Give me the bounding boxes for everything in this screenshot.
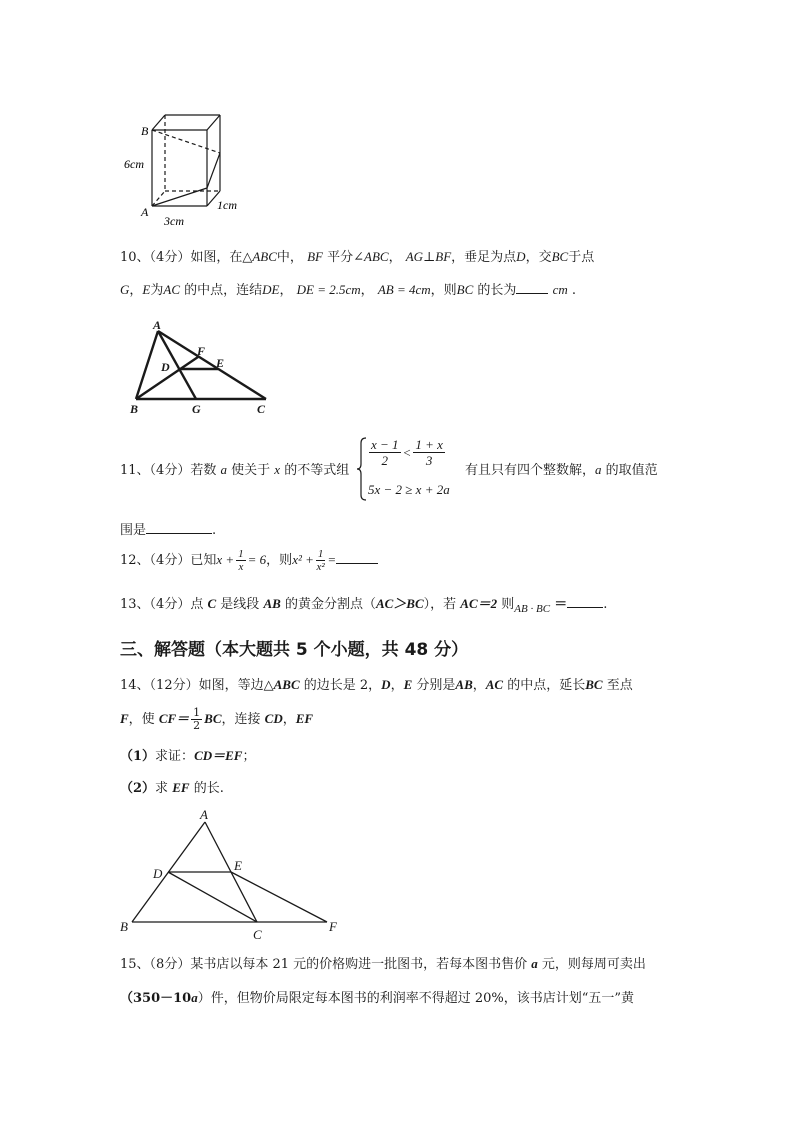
question-13 — [120, 593, 607, 619]
text: 的边长是 2， — [303, 678, 382, 693]
q14-label-b: B — [120, 919, 128, 934]
math: a — [531, 956, 538, 971]
text: 则 — [501, 597, 515, 612]
math: CF＝ — [158, 711, 190, 726]
inequality-1 — [367, 437, 447, 468]
denominator: x² — [316, 561, 325, 573]
fraction — [191, 707, 202, 732]
math: CD — [264, 711, 283, 726]
text: 的中点，延长 — [507, 678, 586, 693]
math: EF — [172, 780, 190, 795]
relation: < — [402, 445, 412, 460]
inequality-2 — [368, 480, 450, 500]
q14-label-a: A — [200, 807, 208, 822]
text: 中， — [276, 250, 303, 265]
text: 是线段 — [220, 597, 260, 612]
question-number: 11、 — [120, 463, 150, 478]
question-14-line1 — [120, 675, 633, 696]
question-number: 10、 — [120, 250, 150, 265]
text: 有且只有四个整数解， — [465, 463, 596, 478]
math: F — [120, 711, 129, 726]
math: x² + — [292, 552, 314, 567]
question-11-line1-tail — [465, 460, 658, 481]
math: C — [207, 596, 217, 611]
question-score: （8分） — [149, 957, 191, 972]
math: AB · BC — [514, 603, 551, 615]
q14-label-d: D — [153, 866, 163, 881]
math: △ABC — [263, 677, 300, 692]
fraction — [316, 548, 326, 573]
q10-triangle-figure — [126, 318, 286, 418]
numerator: 1 — [193, 706, 201, 719]
math: BC — [204, 711, 222, 726]
question-score: （12分） — [149, 678, 199, 693]
text: 分别是 — [416, 678, 456, 693]
math: AC — [163, 282, 180, 297]
text: . — [571, 283, 577, 298]
math: a — [191, 990, 198, 1005]
text: ，连接 — [221, 712, 261, 727]
math: a — [220, 462, 227, 477]
q14-label-c: C — [253, 927, 262, 942]
text: 元，则每周可卖出 — [541, 957, 646, 972]
q10-label-e: E — [216, 356, 225, 370]
text: 如图，等边 — [198, 678, 264, 693]
text: 的不等式组 — [284, 463, 350, 478]
text: ，使 — [128, 712, 155, 727]
denominator: 2 — [381, 453, 389, 468]
numerator: x − 1 — [371, 437, 399, 452]
text: ， — [388, 250, 402, 265]
math: D — [381, 677, 391, 692]
math: AB — [455, 677, 473, 692]
text: 的取值范 — [605, 463, 658, 478]
math: E — [403, 677, 413, 692]
numerator: 1 — [238, 548, 244, 560]
question-score: （4分） — [149, 597, 191, 612]
answer-blank[interactable] — [146, 519, 212, 534]
question-15-line2 — [120, 988, 634, 1009]
question-score: （4分） — [149, 553, 191, 568]
text: 若数 — [190, 463, 217, 478]
question-15-line1 — [120, 954, 646, 975]
text: ），若 — [423, 597, 457, 612]
math: cm — [552, 282, 568, 297]
q10-label-a: A — [153, 318, 162, 332]
math: BC — [456, 282, 474, 297]
question-14-line2 — [120, 707, 313, 732]
math: ∠ABC — [353, 249, 389, 264]
text: 围是 — [120, 523, 147, 538]
math: a — [595, 462, 602, 477]
text: 的长为 — [477, 283, 517, 298]
text: 的黄金分割点（ — [284, 597, 376, 612]
q14-label-e: E — [234, 858, 242, 873]
inequality-text: 5x − 2 ≥ x + 2a — [368, 482, 450, 497]
question-14-part2 — [120, 778, 224, 799]
math: E — [142, 282, 151, 297]
text: 使关于 — [231, 463, 271, 478]
math: DE = 2.5cm — [296, 282, 361, 297]
text: . — [603, 597, 608, 612]
inequality-brace — [357, 437, 367, 501]
q10-label-b: B — [130, 402, 139, 416]
text: 求证： — [155, 749, 195, 764]
math: AG⊥BF — [405, 249, 452, 264]
text: （350－10 — [120, 991, 192, 1006]
text: ， — [129, 283, 143, 298]
part-label: （1） — [120, 749, 156, 764]
text: 的长. — [193, 781, 224, 796]
question-14-part1 — [120, 746, 255, 767]
text: 已知 — [190, 553, 217, 568]
denominator: 3 — [425, 453, 433, 468]
section-heading: 三、解答题（本大题共 5 个小题，共 48 分） — [120, 640, 469, 660]
math: = 6 — [247, 552, 267, 567]
text: ，则 — [266, 553, 293, 568]
q14-triangle-figure — [115, 805, 350, 945]
math: AB = 4cm — [377, 282, 431, 297]
math: AC＞BC — [375, 596, 424, 611]
math: DE — [262, 282, 280, 297]
math: D — [516, 249, 526, 264]
text: 如图，在 — [190, 250, 243, 265]
text: ， — [282, 712, 296, 727]
prism-height-label: 6cm — [124, 157, 144, 171]
text: ， — [390, 678, 404, 693]
text: 平分 — [327, 250, 354, 265]
answer-blank[interactable] — [516, 279, 548, 294]
q10-label-g: G — [192, 402, 201, 416]
question-score: （4分） — [149, 463, 191, 478]
q10-label-c: C — [257, 402, 266, 416]
math: = — [327, 552, 337, 567]
text: ）件，但物价局限定每本图书的利润率不得超过 20%，该书店计划“五一”黄 — [197, 991, 635, 1006]
math: AC — [485, 677, 504, 692]
text: ， — [360, 283, 374, 298]
fraction — [236, 548, 246, 573]
text: ， — [279, 283, 293, 298]
math: AB — [263, 596, 281, 611]
question-11-line2 — [120, 519, 216, 541]
math: CD＝EF — [194, 748, 243, 763]
math: EF — [295, 711, 314, 726]
math: x — [274, 462, 281, 477]
prism-width-label: 1cm — [217, 198, 237, 212]
question-score: （4分） — [149, 250, 191, 265]
math: △ABC — [242, 249, 277, 264]
answer-blank[interactable] — [567, 593, 603, 608]
question-number: 14、 — [120, 678, 150, 693]
q10-label-d: D — [161, 360, 170, 374]
math: BF — [307, 249, 323, 264]
question-10-line2 — [120, 279, 576, 301]
math: BC — [551, 249, 569, 264]
text: 某书店以每本 21 元的价格购进一批图书，若每本图书售价 — [190, 957, 528, 972]
question-10-line1 — [120, 247, 594, 268]
math: x + — [216, 552, 235, 567]
question-number: 15、 — [120, 957, 150, 972]
text: ，交 — [525, 250, 552, 265]
text: . — [212, 523, 217, 538]
fraction — [369, 437, 401, 468]
prism-length-label: 3cm — [164, 214, 184, 228]
text: 求 — [155, 781, 169, 796]
text: 点 — [190, 597, 204, 612]
text: ＝ — [554, 597, 568, 612]
q10-label-f: F — [197, 344, 206, 358]
math: BC — [585, 677, 603, 692]
text: 的中点，连结 — [184, 283, 263, 298]
numerator: 1 — [317, 548, 324, 560]
part-label: （2） — [120, 781, 156, 796]
q14-label-f: F — [329, 919, 337, 934]
text: 于点 — [568, 250, 595, 265]
answer-blank[interactable] — [336, 549, 378, 564]
question-number: 13、 — [120, 597, 150, 612]
numerator: 1 + x — [415, 437, 443, 452]
denominator: 2 — [193, 719, 201, 732]
text: ，则 — [430, 283, 457, 298]
math: AC＝2 — [460, 596, 498, 611]
math: G — [120, 282, 130, 297]
text: 为 — [150, 283, 164, 298]
prism-label-b: B — [141, 124, 149, 138]
prism-figure — [120, 108, 250, 230]
fraction — [413, 437, 445, 468]
denominator: x — [238, 561, 244, 573]
text: ， — [472, 678, 486, 693]
question-11-line1 — [120, 460, 349, 481]
question-12 — [120, 548, 378, 573]
text: 至点 — [606, 678, 633, 693]
text: ； — [242, 749, 256, 764]
prism-label-a: A — [141, 205, 149, 219]
question-number: 12、 — [120, 553, 150, 568]
text: ，垂足为点 — [451, 250, 517, 265]
